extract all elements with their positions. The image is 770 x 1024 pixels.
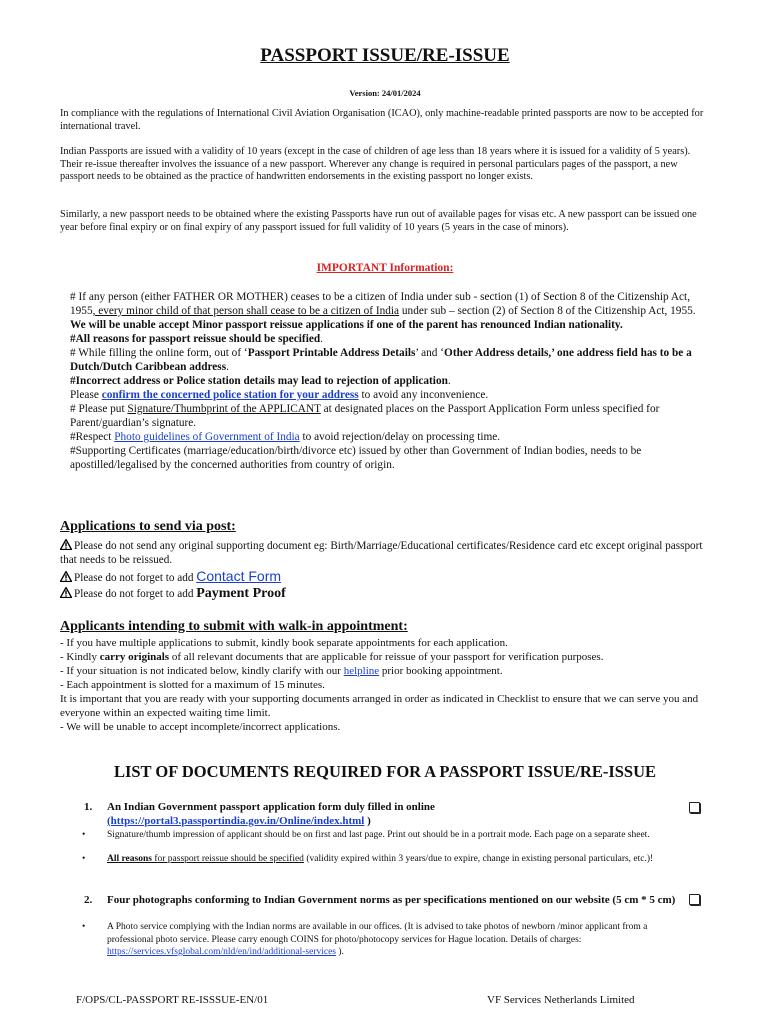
police-station-link[interactable]: confirm the concerned police station for your address [101, 389, 359, 401]
walkin-line-2: - Kindly carry originals of all relevant documents that are applicable for reissue of your passport for verification purposes. [60, 651, 604, 663]
important-block [70, 290, 710, 472]
important-line-2: #All reasons for passport reissue should be specified. [70, 333, 323, 345]
checkbox-icon[interactable] [689, 894, 700, 905]
walkin-block [60, 636, 710, 734]
important-line-5: Please confirm the concerned police station for your address to avoid any inconvenience. [70, 389, 489, 401]
important-line-8: #Supporting Certificates (marriage/education/birth/divorce etc) issued by other than Government of Indian bodies, needs to be apostilled/legalised by the concerned authorities from country of origin. [70, 445, 642, 471]
documents-list-heading: LIST OF DOCUMENTS REQUIRED FOR A PASSPORT ISSUE/RE-ISSUE [113, 762, 657, 781]
important-line-1: # If any person (either FATHER OR MOTHER) ceases to be a citizen of India under sub - section (1) of Section 8 of the Citizenship Act, 1955, every minor child of that person shall cease to be a citizen of India under sub – section (2) of Section 8 of the Citizenship Act, 1955. We will be unable accept Minor passport reissue applications if one of the parent has renounced Indian nationality. [70, 291, 696, 331]
portal-link[interactable]: (https://portal3.passportindia.gov.in/Online/index.html [107, 814, 365, 827]
important-line-4: #Incorrect address or Police station details may lead to rejection of application. [70, 375, 451, 387]
post-line-1: Please do not send any original supporting document eg: Birth/Marriage/Educational certificates/Residence card etc except original passport that needs to be reissued. [60, 540, 703, 566]
important-line-3: # While filling the online form, out of ‘Passport Printable Address Details’ and ‘Other Address details,’ one address field has to be a Dutch/Dutch Caribbean address. [70, 347, 692, 373]
walkin-line-1: - If you have multiple applications to submit, kindly book separate appointments for each application. [60, 637, 508, 649]
version-label: Version: 24/01/2024 [349, 88, 421, 98]
post-heading: Applications to send via post: [60, 519, 236, 534]
post-line-3: Please do not forget to add Payment Proof [60, 587, 710, 601]
footer-company: VF Services Netherlands Limited [487, 994, 635, 1006]
intro-paragraph-2: Indian Passports are issued with a validity of 10 years (except in the case of children of age less than 18 years where it is issued for a validity of 5 years). Their re-issue thereafter involves the issuance of a new passport. Wherever any change is required in personal particulars pages of the passport, a new passport needs to be obtained as the practice of handwritten endorsements in the existing passport no longer exists. [60, 146, 691, 183]
footer-doc-code: F/OPS/CL-PASSPORT RE-ISSSUE-EN/01 [76, 994, 269, 1006]
photo-guidelines-link[interactable]: Photo guidelines of Government of India [114, 431, 300, 443]
post-line-2: Please do not forget to add Contact Form [60, 569, 710, 585]
checkbox-icon[interactable] [689, 802, 700, 813]
walkin-line-6: - We will be unable to accept incomplete/incorrect applications. [60, 721, 341, 733]
walkin-line-5: It is important that you are ready with your supporting documents arranged in order as indicated in Checklist to ensure that we can serve you and everyone within an expected waiting time limit. [60, 693, 699, 719]
helpline-link[interactable]: helpline [343, 665, 380, 677]
document-page: PASSPORT ISSUE/RE-ISSUE Version: 24/01/2024 In compliance with the regulations of International Civil Aviation Organisation (ICAO), only machine-readable printed passports are now to be accepted for international travel. Indian Passports are issued with a validity of 10 years (except in the case of children of age less than 18 years where it is issued for a validity of 5 years). Their re-issue thereafter involves the issuance of a new passport. Wherever any change is required in personal particulars pages of the passport, a new passport needs to be obtained as the practice of handwritten endorsements in the existing passport no longer exists. Similarly, a new passport needs to be obtained where the existing Passports have run out of available pages for visas etc. A new passport can be issued one year before final expiry or on final expiry of any passport issued for full validity of 10 years (5 years in the case of minors). IMPORTANT Information: # If any person (either FATHER OR MOTHER) ceases to be a citizen of India under sub - section (1) of Section 8 of the Citizenship Act, 1955, every minor child of that person shall cease to be a citizen of India under sub – section (2) of Section 8 of the Citizenship Act, 1955. We will be unable accept Minor passport reissue applications if one of the parent has renounced Indian nationality. #All reasons for passport reissue should be specified. # While filling the online form, out of ‘Passport Printable Address Details’ and ‘Other Address details,’ one address field has to be a Dutch/Dutch Caribbean address. #Incorrect address or Police station details may lead to rejection of application. Please confirm the concerned police station for your address to avoid any inconvenience. # Please put Signature/Thumbprint of the APPLICANT at designated places on the Passport Application Form unless specified for Parent/guardian’s signature. #Respect Photo guidelines of Government of India to avoid rejection/delay on processing time. #Supporting Certificates (marriage/education/birth/divorce etc) issued by other than Government of Indian bodies, needs to be apostilled/legalised by the concerned authorities from country of origin. Applications to send via post: Please do not send any original supporting document eg: Birth/Marriage/Educational certificates/Residence card etc except original passport that needs to be reissued. Please do not forget to add Contact Form Please do not forget to add Payment Proof Applicants intending to submit with walk-in appointment: - If you have multiple applications to submit, kindly book separate appointments for each application. - Kindly carry originals of all relevant documents that are applicable for reissue of your passport for verification purposes. - If your situation is not indicated below, kindly clarify with our helpline prior booking appointment. - Each appointment is slotted for a maximum of 15 minutes. It is important that you are ready with your supporting documents arranged in order as indicated in Checklist to ensure that we can serve you and everyone within an expected waiting time limit. - We will be unable to accept incomplete/incorrect applications. LIST OF DOCUMENTS REQUIRED FOR A PASSPORT ISSUE/RE-ISSUE 1. An Indian Government passport application form duly filled in online (https://portal3.passportindia.gov.in/Online/index.html ) • Signature/thumb impression of applicant should be on first and last page. Print out should be in a portrait mode. Each page on a separate sheet. • All reasons for passport reissue should be specified (validity expired within 3 years/due to expire, change in existing personal particulars, etc.)! 2. Four photographs conforming to Indian Government norms as per specifications mentioned on our website (5 cm * 5 cm) • A Photo service complying with the Indian norms are available in our offices. (It is advised to take photos of newborn /minor applicant from a professional photo service. Please carry enough COINS for photo/photocopy services for Hague location. Details of charges: https://services.vfsglobal.com/nld/en/ind/additional-services ). F/OPS/CL-PASSPORT RE-ISSSUE-EN/01 VF Services Netherlands Limited [0, 0, 770, 1024]
walkin-line-3: - If your situation is not indicated below, kindly clarify with our helpline prior booking appointment. [60, 665, 503, 677]
payment-proof-label: Payment Proof [196, 586, 286, 601]
walkin-line-4: - Each appointment is slotted for a maximum of 15 minutes. [60, 679, 325, 691]
important-line-6: # Please put Signature/Thumbprint of the APPLICANT at designated places on the Passport Application Form unless specified for Parent/guardian’s signature. [70, 403, 660, 429]
important-line-7: #Respect Photo guidelines of Government of India to avoid rejection/delay on processing time. [70, 431, 501, 443]
page-title: PASSPORT ISSUE/RE-ISSUE [260, 45, 510, 66]
vfs-charges-link[interactable]: https://services.vfsglobal.com/nld/en/ind/additional-services [107, 947, 337, 957]
contact-form-link[interactable]: Contact Form [196, 568, 282, 584]
walkin-heading: Applicants intending to submit with walk-in appointment: [60, 619, 408, 634]
intro-paragraph-3: Similarly, a new passport needs to be obtained where the existing Passports have run out of available pages for visas etc. A new passport can be issued one year before final expiry or on final expiry of any passport issued for full validity of 10 years (5 years in the case of minors). [60, 209, 697, 233]
warning-icon [60, 539, 72, 550]
intro-paragraph-1: In compliance with the regulations of International Civil Aviation Organisation (ICAO), only machine-readable printed passports are now to be accepted for international travel. [60, 108, 704, 132]
warning-icon [60, 571, 72, 582]
warning-icon [60, 587, 72, 598]
important-heading: IMPORTANT Information: [316, 262, 454, 274]
